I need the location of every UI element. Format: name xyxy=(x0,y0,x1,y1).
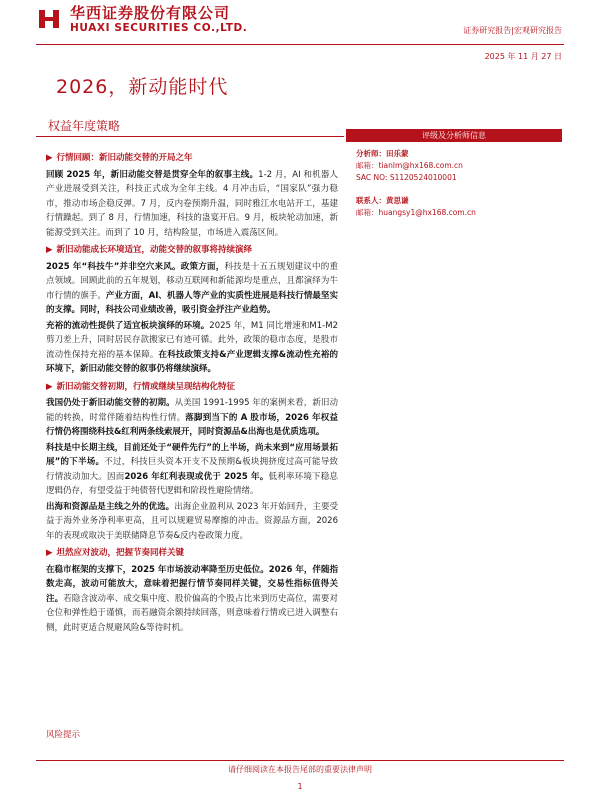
triangle-bullet-icon: ▶ xyxy=(46,381,53,392)
analyst-line xyxy=(356,148,566,159)
contact-line xyxy=(356,195,566,206)
report-title: 2026，新动能时代 xyxy=(56,76,229,98)
section-paragraph: 充裕的流动性提供了适宜板块演绎的环境。2025 年，M1 同比增速和M1-M2剪刀差上升，同时居民存款搬家已有迹可循。此外，政策的稳市态度，是股市流动性保持充裕的基本保障。在科技政策支持&产业逻辑支撑&流动性充裕的环境下，新旧动能交替的叙事仍将继续演绎。 xyxy=(46,320,338,374)
contact-email-line xyxy=(356,207,566,218)
analyst-email-label: 邮箱： xyxy=(356,161,379,170)
contact-label: 联系人： xyxy=(356,196,386,205)
report-summary xyxy=(46,148,338,636)
section-heading: ▶ 坦然应对波动，把握节奏同样关键 xyxy=(46,546,338,561)
analyst-email-line xyxy=(356,160,566,171)
report-type: 证券研究报告|宏观研究报告 xyxy=(463,26,562,35)
company-name-en: HUAXI SECURITIES CO.,LTD. xyxy=(70,22,248,34)
section-paragraph: 回顾 2025 年，新旧动能交替是贯穿全年的叙事主线。1-2 月，AI 和机器人产业进展受到关注，科技正式成为全年主线。4 月冲击后，“国家队”强力稳市，推动市场企稳反弹。7 月，反内卷预期升温，同时雅江水电站开工，基建行情躁起。到了 8 月，行情加速，科技的蛊宴开启。9 月，板块轮动加速，新能源受到关注。而到了 10 月，结构险显，市场进入震荡区间。 xyxy=(46,169,339,238)
section-heading: ▶ 新旧动能交替初期，行情或继续呈现结构化特征 xyxy=(46,380,338,395)
section-paragraph: 出海和资源品是主线之外的优选。出海企业盈利从 2023 年开始回升，主要受益于海外业务净利率更高，且可以规避贸易摩擦的冲击。资源品方面，2026 年的表现或取决于美联储降息节奏&反内卷政策力度。 xyxy=(46,501,338,541)
analyst-label: 分析师： xyxy=(356,149,386,158)
section-paragraph: 科技是中长期主线，目前还处于“硬件先行”的上半场，尚未来到“应用场景拓展”的下半场。不过，科技巨头资本开支不及预期&板块拥挤度过高可能导致行情波动加大。因而2026 年红利表现或优于 2025 年。低利率环境下稳息逻辑仍存，有望受益于纯债替代逻辑和阶段性避险情绪。 xyxy=(46,442,338,496)
legal-disclaimer: 请仔细阅读在本报告尾部的重要法律声明 xyxy=(228,765,372,774)
contact-name: 黄思谦 xyxy=(386,196,409,205)
contact-email[interactable]: huangsy1@hx168.com.cn xyxy=(378,208,476,217)
triangle-bullet-icon: ▶ xyxy=(46,548,53,558)
sac-label: SAC NO: xyxy=(356,173,388,182)
section-paragraph: 我国仍处于新旧动能交替的初期。从美国 1991-1995 年的案例来看，新旧动能的转换，时常伴随着结构性行情。落脚到当下的 A 股市场，2026 年权益行情仍将围绕科技&红利两条线索展开，同时资源品&出海也是优质选项。 xyxy=(46,398,338,437)
sac-number: S1120524010001 xyxy=(389,173,457,182)
section-heading: ▶ 行情回顾：新旧动能交替的开局之年 xyxy=(46,151,338,166)
title-divider xyxy=(36,136,344,137)
section-paragraph: 2025 年“科技牛”并非空穴来风。政策方面，科技是十五五规划建议中的重点领域。回顾此前的五年规划，移动互联网和新能源均是重点，且都演绎为牛市行情的旗手。产业方面，AI、机器人等产业的实质性进展是科技行情最坚实的支撑。同时，科技公司业绩改善，吸引资金抒注产业趋势。 xyxy=(46,261,338,315)
analyst-email[interactable]: tianlm@hx168.com.cn xyxy=(378,161,463,170)
document-type: 权益年度策略 xyxy=(48,119,121,133)
triangle-bullet-icon: ▶ xyxy=(46,153,53,163)
huaxi-logo-icon xyxy=(36,6,62,32)
risk-warning-heading: 风险提示 xyxy=(46,730,81,740)
section-paragraph: 在稳市框架的支撑下，2025 年市场波动率降至历史低位。2026 年，伴随指数走高，波动可能放大，意味着把握行情节奏同样关键，交易性指标值得关注。若隐含波动率、成交集中度、股价偏高的个股占比来到历史高位，需要对仓位和弹性趋于谨慎，而若融资余额持续回落，则意味着行情或已进入调整右侧，此时更适合规避风险&等待时机。 xyxy=(46,564,338,633)
header-divider xyxy=(36,44,564,45)
analyst-name: 田乐蒙 xyxy=(386,149,409,158)
triangle-bullet-icon: ▶ xyxy=(46,245,53,255)
page-number: 1 xyxy=(297,782,303,791)
section-heading: ▶ 新旧动能成长环境适宜，动能交替的叙事将持续演绎 xyxy=(46,243,338,258)
sac-line xyxy=(356,172,566,183)
sidebar-header: 评级及分析师信息 xyxy=(346,129,562,142)
report-date: 2025 年 11 月 27 日 xyxy=(484,52,562,61)
contact-email-label: 邮箱： xyxy=(356,208,379,217)
company-name-cn: 华西证券股份有限公司 xyxy=(70,4,231,22)
footer-divider xyxy=(36,760,564,761)
